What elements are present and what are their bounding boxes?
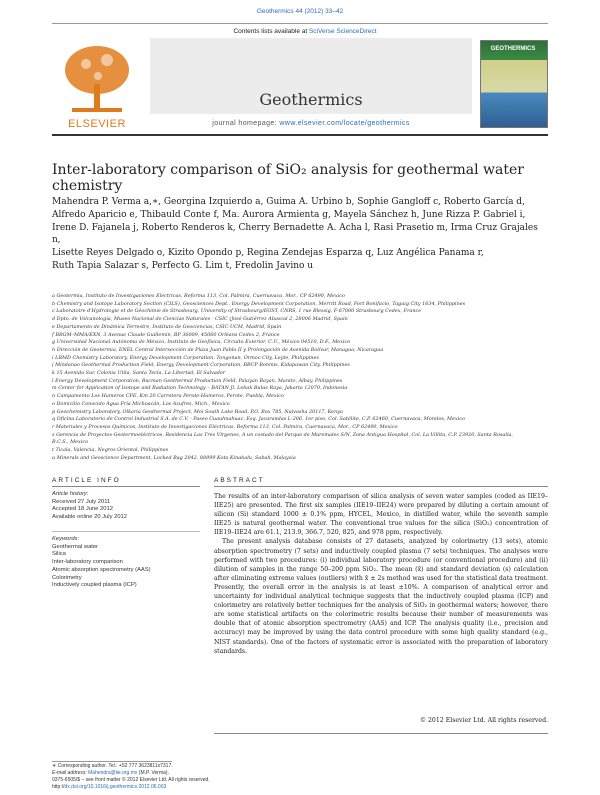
affiliation-item: s Gerencia de Proyectos Geotermoeléctricos, Residencia Las Tres Vírgenes, A un costado del Parque de Maremales S/N, Zona Antigua Hospital, Col. La Villita, C.P. 23920, Santa Rosalía, bbox=[52, 431, 513, 438]
affiliation-item: n Campamento Los Humeros CFE, Km 20 Carretera Perote-Humeros, Perote, Puebla, Mexico bbox=[52, 393, 284, 400]
keywords-label: Keywords: bbox=[52, 536, 80, 542]
journal-cover-image bbox=[480, 40, 548, 128]
affiliation-item: j Mindanao Geothermal Production Field, Energy Development Corporation, BBCP Bonmis, Kidapawan City, Philippines bbox=[52, 362, 350, 369]
abstract-paragraph: The results of an inter-laboratory comparison of silica analysis of seven water samples (coded as IIE19–IIE25) are presented. The first six samples (IIE19–IIE24) were prepared by diluting a certain amount of silicon (Si) standard 1000 ± 0.1% ppm, HYCEL, Mexico, in distilled water, while the seventh sample IIE25 is natural geothermal water. The conventional true values for the silica (SiO₂) concentration of IIE19–IIE24 are 61.1, 213.9, 366.7, 520, 825, and 978 ppm, respectively. bbox=[214, 493, 548, 537]
keyword-item: Inductively coupled plasma (ICP) bbox=[52, 582, 137, 589]
affiliation-item: m Center for Application of Isotope and Radiation Technology – BATAN Jl. Lebak Bulus Raya, Jakarta 12070, Indonesia bbox=[52, 385, 348, 392]
publisher-name: ELSEVIER bbox=[68, 118, 126, 130]
author-line[interactable]: Alfredo Aparicio e, Thibauld Conte f, Ma. Aurora Armienta g, Mayela Sánchez h, June Rizza P. Gabriel i, bbox=[52, 209, 526, 220]
affiliation-list bbox=[52, 293, 548, 462]
affiliation-item: B.C.S., Mexico bbox=[52, 439, 89, 446]
history-item: Received 27 July 2011 bbox=[52, 498, 111, 505]
homepage-prefix: journal homepage: bbox=[212, 120, 280, 127]
affiliation-item: u Minerals and Geoscience Department, Locked Bag 2042, 88999 Kota Kinabalu, Sabah, Malaysia bbox=[52, 454, 296, 461]
author-line[interactable]: Irene D. Fajanela j, Roberto Renderos k, Cherry Bernadette A. Acha l, Rasi Prasetio m, Irma Cruz Grajales n, bbox=[52, 222, 538, 246]
issn-line: 0375-6505/$ – see front matter © 2012 Elsevier Ltd. All rights reserved. bbox=[52, 777, 210, 783]
contents-prefix: Contents lists available at bbox=[233, 28, 309, 35]
article-info-heading: ARTICLE INFO bbox=[52, 477, 121, 484]
abstract-paragraph: The present analysis database consists of 27 datasets, analyzed by colorimetry (13 sets), atomic absorption spectrometry (7 sets) and inductively coupled plasma (7 sets) techniques. The analyses were performed with two procedures: (i) individual laboratory procedure (or conventional procedure) and (ii) dilution of samples in the range 50–200 ppm SiO₂. The mean (x̄) and standard deviation (s) calculation after eliminating extreme values (outliers) with x̄ ± 2s method was used for the statistical data treatment. Presently, the overall error in the analysis is at least ±10%. A comparison of analytical error and uncertainty for individual analytical technique suggests that the inductively coupled plasma (ICP) and colorimetry are relatively better techniques for the analysis of SiO₂ in geothermal waters; however, there are some statistical artifacts on the colorimetric results because their number of measurements was double that of atomic absorption spectrometry (AAS) and ICP. The analysis quality (i.e., precision and accuracy) may be improved by using the data control procedure with some high quality standard (e.g., NIST standards). One of the factors of systematic error is associated with the preparation of laboratory standards. bbox=[214, 538, 548, 655]
doi-link[interactable]: dx.doi.org/10.1016/j.geothermics.2012.06.003 bbox=[64, 784, 167, 790]
copyright-notice: © 2012 Elsevier Ltd. All rights reserved. bbox=[419, 717, 548, 724]
keyword-item: Geothermal water bbox=[52, 543, 99, 550]
title-divider bbox=[52, 134, 548, 136]
affiliation-item: k 15 Avenida Sur, Colonia Utila, Santa Tecla, La Libertad, El Salvador bbox=[52, 370, 226, 377]
article-title: Inter-laboratory comparison of SiO₂ analysis for geothermal water chemistry bbox=[52, 162, 524, 194]
keyword-item: Colorimetry bbox=[52, 574, 82, 581]
affiliation-item: c Laboratoire d'Hydrologie et de Géochimie de Strasbourg, University of Strasbourg/EOST, CNRS, 1 rue Blessig, F-67000 Strasbourg Cedex, France bbox=[52, 308, 422, 315]
header-divider bbox=[52, 23, 548, 24]
abstract-heading: ABSTRACT bbox=[214, 477, 265, 484]
cover-title: GEOTHERMICS bbox=[490, 46, 536, 52]
doi-line bbox=[52, 784, 352, 791]
affiliation-item: l Energy Development Corporation, Bacman Geothermal Production Field, Palayan Bayan, Manito, Albay, Philippines bbox=[52, 377, 343, 384]
keywords-divider bbox=[52, 531, 200, 532]
contents-line bbox=[150, 28, 460, 35]
affiliation-item: p Geochemistry Laboratory, Olkaria Geothermal Project, Moi South Lake Road, P.O. Box 785, Naivasha 20117, Kenya bbox=[52, 408, 343, 415]
abstract-divider bbox=[214, 486, 548, 487]
email-note bbox=[52, 770, 352, 777]
affiliation-item: d Dpto. de Volcanología, Museo Nacional de Ciencias Naturales - CSIC (José Gutiérrez Abascal 2, 28006 Madrid, Spain bbox=[52, 316, 348, 323]
keyword-item: Silica bbox=[52, 551, 66, 558]
publication-info bbox=[52, 777, 352, 791]
affiliation-item: q Oficina Laboratorio de Control Industrial S.A. de C.V. - Paseo Cuauhnahuac, Esq. Jacarandas L-206, 1er piso, Col. Satélite, C.P. 62460, Cuernavaca, Morelos, Mexico bbox=[52, 416, 465, 423]
footnote-divider bbox=[52, 761, 172, 762]
history-item: Available online 20 July 2012 bbox=[52, 514, 127, 521]
history-item: Accepted 18 June 2012 bbox=[52, 506, 113, 513]
affiliation-item: r Materiales y Procesos Químicos, Instituto de Investigaciones Eléctricas, Reforma 113, Col. Palmira, Cuernavaca, Mor., CP 62490, Mexico bbox=[52, 423, 398, 430]
doi-prefix: http:// bbox=[52, 784, 65, 790]
affiliation-item: h Dirección de Geotermia, ENEL Central Intersección de Plaza Juan Pablo II y Prolongación de Avenida Bolívar, Managua, Nicaragua bbox=[52, 346, 384, 353]
keyword-item: Atomic absorption spectrometry (AAS) bbox=[52, 566, 151, 573]
keyword-list bbox=[52, 536, 200, 590]
affiliation-item: t Ticala, Valencia, Negros Oriental, Philippines bbox=[52, 447, 169, 454]
journal-reference[interactable]: Geothermics 44 (2012) 33–42 bbox=[256, 8, 344, 15]
affiliation-item: f BRGM–MMA/EXN, 3 Avenue Claude Guillemin, BP 36009, 45060 Orléans Cedex 2, France bbox=[52, 331, 280, 338]
article-history bbox=[52, 491, 200, 522]
affiliation-item: i LRMD Chemistry Laboratory, Energy Development Corporation, Tongonan, Ormoc City, Leyte, Philippines bbox=[52, 354, 319, 361]
author-list bbox=[52, 196, 548, 273]
abstract-body bbox=[214, 492, 548, 656]
affiliation-item: e Departamento de Dinámica Terrestre, Instituto de Geociencias, CSIC-UCM, Madrid, Spain bbox=[52, 323, 282, 330]
keyword-item: Inter-laboratory comparison bbox=[52, 559, 123, 566]
info-divider bbox=[52, 486, 200, 487]
abstract-end-divider bbox=[214, 733, 548, 734]
email-suffix: (M.P. Verma). bbox=[137, 770, 169, 776]
sciencedirect-link[interactable]: SciVerse ScienceDirect bbox=[308, 28, 377, 35]
journal-homepage bbox=[150, 120, 472, 127]
journal-title: Geothermics bbox=[259, 90, 363, 109]
history-label: Article history: bbox=[52, 491, 89, 497]
author-line[interactable]: Mahendra P. Verma a,∗, Georgina Izquierdo a, Guima A. Urbino b, Sophie Gangloff c, Roberto García d, bbox=[52, 197, 525, 207]
affiliation-item: g Universidad Nacional Autónoma de México, Instituto de Geofísica, Circuito Exterior, C.U., México 04510, D.F., Mexico bbox=[52, 339, 351, 346]
affiliation-item: b Chemistry and Isotope Laboratory Section (CILS), Geosciences Dept., Energy Development Corporation, Merritt Road, Fort Bonifacio, Taguig City 1634, Philippines bbox=[52, 300, 466, 307]
email-label: E-mail address: bbox=[52, 770, 89, 776]
elsevier-tree-logo bbox=[52, 40, 142, 118]
homepage-link[interactable]: www.elsevier.com/locate/geothermics bbox=[279, 120, 410, 127]
email-link[interactable]: Mahendra@iie.org.mx bbox=[88, 770, 138, 776]
author-line[interactable]: Lisette Reyes Delgado o, Kizito Opondo p, Regina Zendejas Esparza q, Luz Angélica Panama r, bbox=[52, 248, 484, 259]
affiliation-item: o Domicilio Conocido Agua Fría Michoacán, Los Azufres, Mich., Mexico bbox=[52, 400, 230, 407]
author-line[interactable]: Ruth Tapia Salazar s, Perfecto G. Lim t, Fredolin Javino u bbox=[52, 260, 314, 271]
affiliation-item: a Geotermia, Instituto de Investigaciones Eléctricas, Reforma 113, Col. Palmira, Cuernavaca, Mor., CP 62490, Mexico bbox=[52, 293, 345, 299]
footnotes bbox=[52, 763, 352, 777]
corresponding-author-note: ∗ Corresponding author. Tel.: +52 777 3623811x7317. bbox=[52, 763, 173, 769]
